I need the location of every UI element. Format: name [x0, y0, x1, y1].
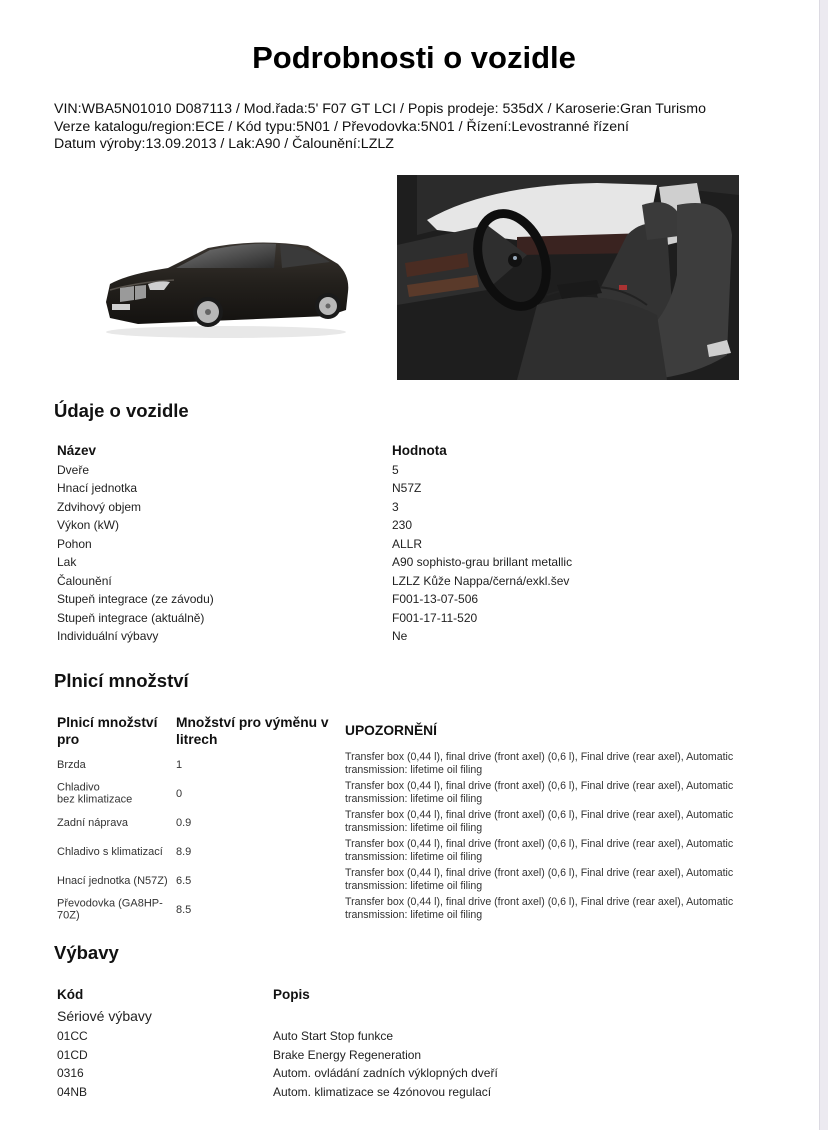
- column-header-fluid-for: [57, 714, 157, 748]
- equipment-description: Autom. klimatizace se 4zónovou regulací: [273, 1085, 492, 1100]
- column-header-name: Název: [57, 443, 97, 458]
- table-row: [57, 750, 767, 779]
- fluid-name: Převodovka (GA8HP- 70Z): [57, 897, 163, 922]
- row-value: N57Z: [392, 481, 422, 495]
- row-value: 5: [392, 462, 399, 477]
- fluid-note: Transfer box (0,44 l), final drive (front axel) (0,6 l), Final drive (rear axel), Automatic transmission: lifetime oil filing: [345, 867, 734, 892]
- section-heading-vehicle: Údaje o vozidle: [54, 400, 189, 421]
- header-line: Množství pro výměnu v: [176, 715, 329, 730]
- fluid-note: Transfer box (0,44 l), final drive (front axel) (0,6 l), Final drive (rear axel), Automatic transmission: lifetime oil filing: [345, 809, 734, 834]
- fluid-name: Zadní náprava: [57, 816, 128, 829]
- page-title: Podrobnosti o vozidle: [252, 40, 576, 75]
- row-name: Zdvihový objem: [57, 499, 142, 514]
- row-name: Dveře: [57, 462, 90, 477]
- column-header-value: Hodnota: [392, 443, 447, 458]
- row-name: Lak: [57, 555, 77, 569]
- equipment-description: Brake Energy Regeneration: [273, 1047, 422, 1062]
- equipment-code: 01CC: [57, 1028, 88, 1043]
- fluid-note: Transfer box (0,44 l), final drive (front axel) (0,6 l), Final drive (rear axel), Automatic transmission: lifetime oil filing: [345, 838, 734, 863]
- equipment-code: 04NB: [57, 1085, 88, 1100]
- equipment-description: Auto Start Stop funkce: [273, 1028, 394, 1043]
- row-value: Ne: [392, 629, 408, 643]
- table-row: [57, 866, 767, 895]
- car-exterior-image: [98, 232, 354, 342]
- section-heading-fluids: Plnicí množství: [54, 670, 189, 691]
- fluid-name: Chladivo bez klimatizace: [57, 781, 133, 806]
- row-value: A90 sophisto-grau brillant metallic: [392, 555, 573, 569]
- fluid-amount: 0: [176, 787, 183, 800]
- car-interior-image: [397, 175, 739, 380]
- row-name: Individuální výbavy: [57, 629, 159, 643]
- table-row: [57, 808, 767, 837]
- row-name: Čalounění: [57, 573, 112, 588]
- header-line: pro: [57, 732, 80, 747]
- fluid-name: Chladivo s klimatizací: [57, 845, 163, 858]
- section-heading-equipment: Výbavy: [54, 942, 119, 963]
- equipment-code: 01CD: [57, 1047, 88, 1062]
- fluid-amount: 8.9: [176, 845, 192, 858]
- header-line: Plnicí množství: [57, 715, 158, 730]
- fluid-note: Transfer box (0,44 l), final drive (front axel) (0,6 l), Final drive (rear axel), Automatic transmission: lifetime oil filing: [345, 751, 734, 776]
- fluid-amount: 1: [176, 758, 183, 771]
- table-row: [57, 895, 767, 924]
- equipment-description: Autom. ovládání zadních výklopných dveří: [273, 1066, 498, 1081]
- row-value: LZLZ Kůže Nappa/černá/exkl.šev: [392, 573, 570, 588]
- row-value: 230: [392, 518, 413, 532]
- vehicle-meta-info: [54, 101, 706, 154]
- fluids-table: [57, 750, 767, 924]
- row-name: Stupeň integrace (ze závodu): [57, 592, 214, 606]
- header-line: litrech: [176, 732, 218, 747]
- column-header-amount: [176, 714, 329, 748]
- fluid-amount: 0.9: [176, 816, 192, 829]
- equipment-code: 0316: [57, 1066, 84, 1081]
- row-name: Stupeň integrace (aktuálně): [57, 610, 205, 625]
- meta-line-vin: VIN:WBA5N01010 D087113 / Mod.řada:5' F07 GT LCI / Popis prodeje: 535dX / Karoserie:Gran Turismo: [54, 101, 706, 117]
- meta-line-catalog: Verze katalogu/region:ECE / Kód typu:5N01 / Převodovka:5N01 / Řízení:Levostranné řízení: [54, 118, 629, 135]
- fluid-amount: 8.5: [176, 903, 192, 916]
- fluid-amount: 6.5: [176, 874, 192, 887]
- fluid-name: Hnací jednotka (N57Z): [57, 874, 168, 887]
- row-name: Hnací jednotka: [57, 481, 138, 495]
- group-label: Sériové výbavy: [57, 1007, 152, 1024]
- fluid-note: Transfer box (0,44 l), final drive (front axel) (0,6 l), Final drive (rear axel), Automatic transmission: lifetime oil filing: [345, 896, 734, 921]
- row-name: Pohon: [57, 536, 92, 551]
- scrollbar[interactable]: [819, 0, 828, 1130]
- fluid-note: Transfer box (0,44 l), final drive (front axel) (0,6 l), Final drive (rear axel), Automatic transmission: lifetime oil filing: [345, 780, 734, 805]
- meta-line-production: Datum výroby:13.09.2013 / Lak:A90 / Čalounění:LZLZ: [54, 136, 394, 152]
- row-name: Výkon (kW): [57, 518, 120, 532]
- row-value: F001-17-11-520: [392, 610, 478, 625]
- column-header-warning: UPOZORNĚNÍ: [345, 723, 437, 738]
- fluid-name: Brzda: [57, 758, 86, 771]
- row-value: ALLR: [392, 536, 423, 551]
- row-value: 3: [392, 499, 399, 514]
- table-row: [57, 837, 767, 866]
- column-header-code: Kód: [57, 987, 84, 1002]
- table-row: [57, 779, 767, 808]
- column-header-description: Popis: [273, 987, 310, 1002]
- row-value: F001-13-07-506: [392, 592, 479, 606]
